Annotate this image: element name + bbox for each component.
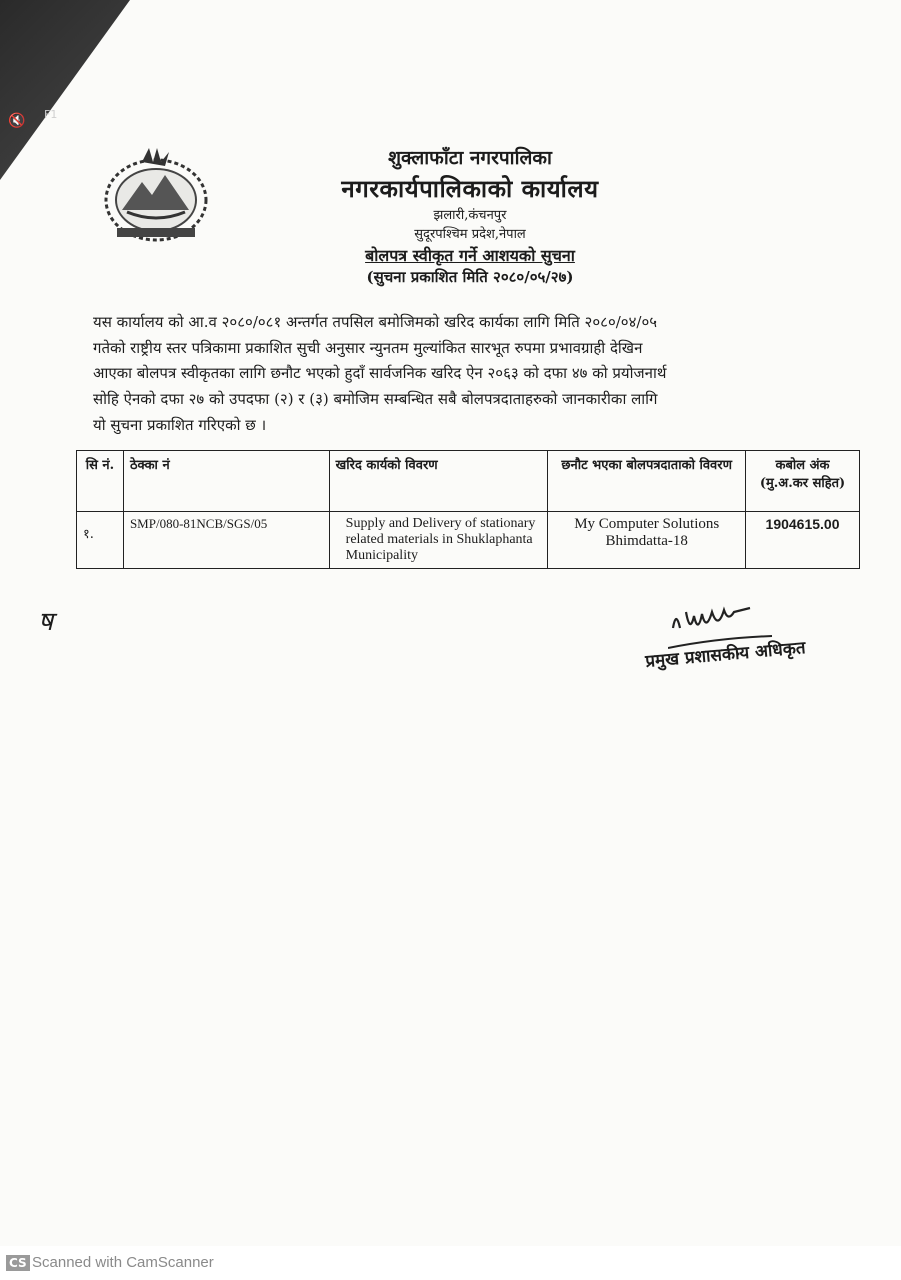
table-row xyxy=(77,512,860,569)
header-contract-no: ठेक्का नं xyxy=(123,451,329,512)
nepal-emblem-icon xyxy=(97,140,215,245)
cell-sn: १. xyxy=(77,512,124,569)
body-line-4: सोहि ऐनको दफा २७ को उपदफा (२) र (३) बमोजिम सम्बन्धित सबै बोलपत्रदाताहरुको जानकारीका लागि xyxy=(93,390,658,408)
municipality-name: शुक्लाफाँटा नगरपालिका xyxy=(388,147,552,169)
camscanner-logo-icon: CS xyxy=(6,1255,30,1271)
address-line-1: झलारी,कंचनपुर xyxy=(433,208,507,223)
cell-bidder: My Computer Solutions Bhimdatta-18 xyxy=(548,512,746,569)
table-header-row xyxy=(77,451,860,512)
scanner-footer xyxy=(0,1246,901,1280)
header-sn: सि नं. xyxy=(77,451,124,512)
body-line-3: आएका बोलपत्र स्वीकृतका लागि छनौट भएको हुदाँ सार्वजनिक खरिद ऐन २०६३ को दफा ४७ को प्रयोजनार्थ xyxy=(93,364,667,382)
header-description: खरिद कार्यको विवरण xyxy=(329,451,548,512)
publish-date: (सुचना प्रकाशित मिति २०८०/०५/२७) xyxy=(366,268,574,286)
margin-initial: ष xyxy=(38,607,54,637)
body-line-2: गतेको राष्ट्रीय स्तर पत्रिकामा प्रकाशित सुची अनुसार न्युनतम मुल्यांकित सारभूत रुपमा प्रभावग्राही देखिन xyxy=(93,339,643,357)
scanner-watermark: Scanned with CamScanner xyxy=(32,1254,214,1271)
body-line-1: यस कार्यालय को आ.व २०८०/०८१ अन्तर्गत तपसिल बमोजिमको खरिद कार्यका लागि मिति २०८०/०४/०५ xyxy=(93,313,658,331)
cell-description: Supply and Delivery of stationary related materials in Shuklaphanta Municipality xyxy=(329,512,548,569)
cell-amount: 1904615.00 xyxy=(746,512,860,569)
signature-title: प्रमुख प्रशासकीय अधिकृत xyxy=(644,638,807,672)
header-amount: कबोल अंक (मु.अ.कर सहित) xyxy=(746,451,860,512)
header-bidder: छनौट भएका बोलपत्रदाताको विवरण xyxy=(548,451,746,512)
f-key-label: F1 xyxy=(44,108,58,121)
bid-table xyxy=(76,450,860,569)
office-name: नगरकार्यपालिकाको कार्यालय xyxy=(341,174,599,203)
body-line-5: यो सुचना प्रकाशित गरिएको छ । xyxy=(93,416,267,434)
mute-icon: 🔇 xyxy=(8,113,26,129)
cell-contract-no: SMP/080-81NCB/SGS/05 xyxy=(123,512,329,569)
address-line-2: सुदूरपश्चिम प्रदेश,नेपाल xyxy=(414,227,526,242)
notice-title: बोलपत्र स्वीकृत गर्ने आशयको सुचना xyxy=(365,246,575,265)
